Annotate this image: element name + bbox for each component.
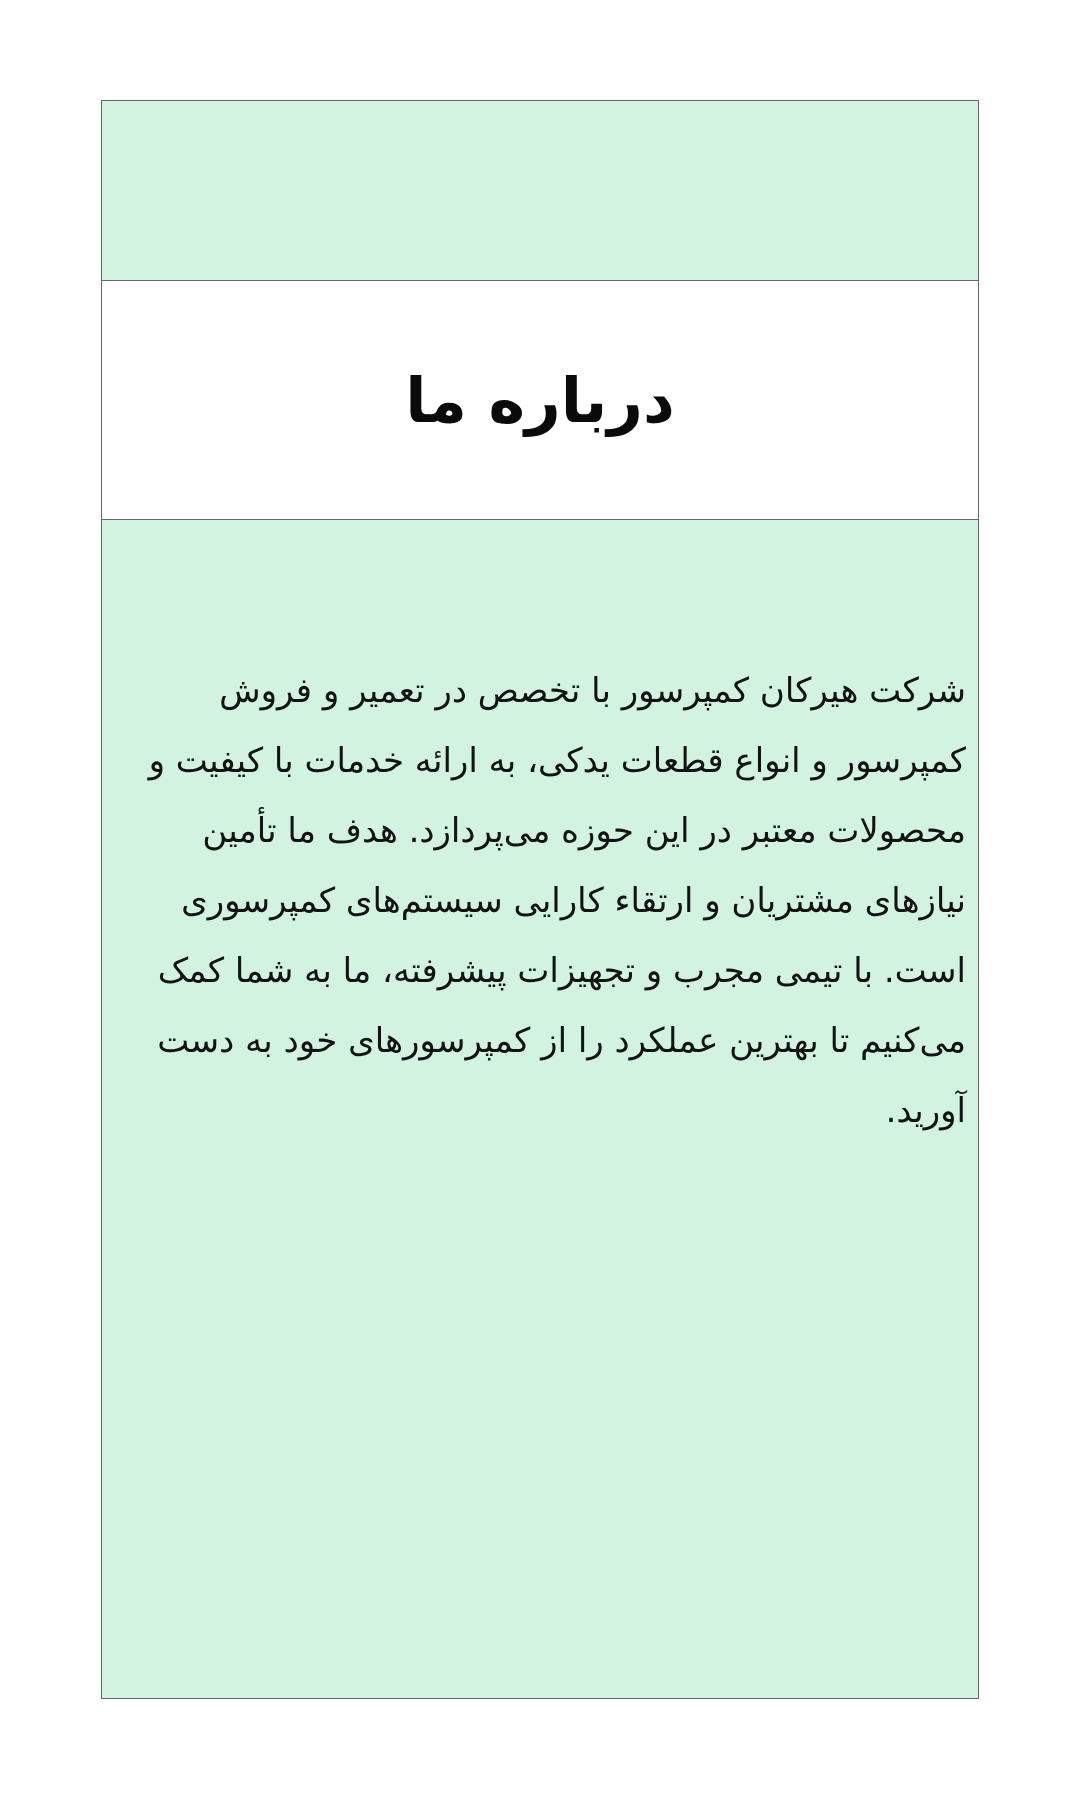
about-text-band: [102, 520, 978, 1698]
header-green-band: [102, 101, 978, 281]
about-card: [101, 100, 979, 1699]
about-text-line: محصولات معتبر در این حوزه می‌پردازد. هدف ما تأمین: [202, 811, 966, 851]
about-text-line: نیازهای مشتریان و ارتقاء کارایی سیستم‌های کمپرسوری: [181, 881, 966, 921]
about-text-line: است. با تیمی مجرب و تجهیزات پیشرفته، ما به شما کمک: [157, 951, 966, 991]
page-title: درباره ما: [405, 363, 675, 437]
about-text-line: می‌کنیم تا بهترین عملکرد را از کمپرسورهای خود به دست: [157, 1021, 966, 1061]
about-text-line: کمپرسور و انواع قطعات یدکی، به ارائه خدمات با کیفیت و: [148, 741, 966, 781]
title-band: [102, 281, 978, 520]
about-text-line: شرکت هیرکان کمپرسور با تخصص در تعمیر و فروش: [219, 671, 966, 711]
about-text-line: آورید.: [885, 1091, 966, 1131]
